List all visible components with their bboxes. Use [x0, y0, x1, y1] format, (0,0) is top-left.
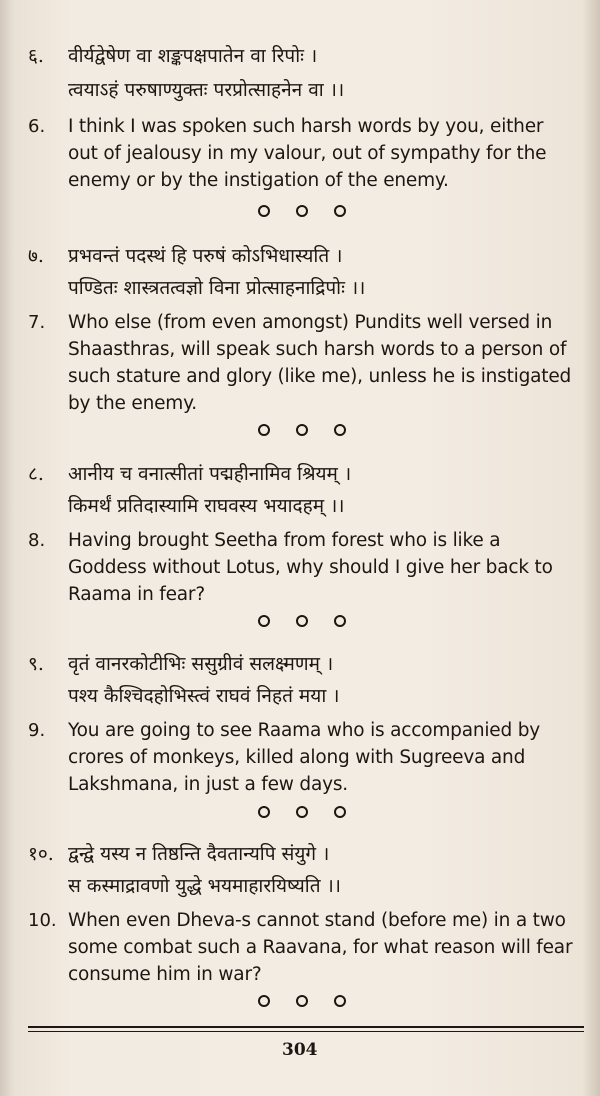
circle-icon: [296, 615, 308, 627]
circle-icon: [258, 995, 270, 1007]
circle-icon: [334, 205, 346, 217]
english-line: by the enemy.: [68, 393, 197, 414]
circle-icon: [258, 424, 270, 436]
sanskrit-verse-number: ७.: [28, 245, 44, 267]
circle-icon: [258, 615, 270, 627]
english-line: crores of monkeys, killed along with Sugreeva and: [68, 747, 526, 768]
english-line: such stature and glory (like me), unless he is instigated: [68, 366, 572, 387]
english-line: When even Dheva-s cannot stand (before me) in a two: [68, 910, 566, 931]
circle-icon: [334, 424, 346, 436]
circle-icon: [296, 806, 308, 818]
separator-circles: [258, 205, 346, 217]
separator-circles: [258, 806, 346, 818]
sanskrit-verse-number: ८.: [28, 463, 44, 485]
english-line: Lakshmana, in just a few days.: [68, 774, 348, 795]
separator-circles: [258, 615, 346, 627]
circle-icon: [334, 995, 346, 1007]
english-line: Shaasthras, will speak such harsh words to a person of: [68, 339, 567, 360]
sanskrit-line: वृतं वानरकोटीभिः ससुग्रीवं सलक्ष्मणम् ।: [68, 653, 334, 675]
sanskrit-line: पश्य कैश्चिदहोभिस्त्वं राघवं निहतं मया ।: [68, 685, 340, 707]
sanskrit-line: किमर्थं प्रतिदास्यामि राघवस्य भयादहम् ।।: [68, 495, 345, 517]
english-verse-number: 7.: [28, 312, 46, 333]
sanskrit-verse-number: ६.: [28, 45, 44, 67]
separator-circles: [258, 995, 346, 1007]
sanskrit-line: पण्डितः शास्त्रतत्वज्ञो विना प्रोत्साहनाद्रिपोः ।।: [68, 277, 366, 299]
english-line: enemy or by the instigation of the enemy.: [68, 170, 449, 191]
english-line: consume him in war?: [68, 964, 262, 985]
english-line: Goddess without Lotus, why should I give her back to: [68, 557, 553, 578]
english-line: Who else (from even amongst) Pundits well versed in: [68, 312, 553, 333]
separator-circles: [258, 424, 346, 436]
english-verse-number: 9.: [28, 720, 46, 741]
footer-rule-thick: [28, 1026, 584, 1028]
circle-icon: [334, 615, 346, 627]
circle-icon: [258, 205, 270, 217]
english-verse-number: 6.: [28, 116, 46, 137]
english-line: You are going to see Raama who is accompanied by: [68, 720, 540, 741]
english-verse-number: 8.: [28, 530, 46, 551]
page-number: 304: [282, 1040, 318, 1060]
circle-icon: [296, 424, 308, 436]
sanskrit-line: प्रभवन्तं पदस्थं हि परुषं कोऽभिधास्यति ।: [68, 245, 343, 267]
sanskrit-line: स कस्माद्रावणो युद्धे भयमाहारयिष्यति ।।: [68, 875, 342, 897]
circle-icon: [334, 806, 346, 818]
circle-icon: [258, 806, 270, 818]
english-line: out of jealousy in my valour, out of sympathy for the: [68, 143, 547, 164]
sanskrit-verse-number: ९.: [28, 653, 44, 675]
sanskrit-line: त्वयाऽहं परुषाण्युक्तः परप्रोत्साहनेन वा ।।: [68, 79, 345, 101]
sanskrit-verse-number: १०.: [28, 843, 54, 865]
english-line: Raama in fear?: [68, 584, 205, 605]
sanskrit-line: आनीय च वनात्सीतां पद्महीनामिव श्रियम् ।: [68, 463, 352, 485]
english-line: Having brought Seetha from forest who is like a: [68, 530, 501, 551]
sanskrit-line: वीर्यद्वेषेण वा शङ्कपक्षपातेन वा रिपोः ।: [68, 45, 318, 67]
circle-icon: [296, 995, 308, 1007]
english-line: some combat such a Raavana, for what reason will fear: [68, 937, 573, 958]
circle-icon: [296, 205, 308, 217]
sanskrit-line: द्वन्द्वे यस्य न तिष्ठन्ति दैवतान्यपि संयुगे ।: [68, 843, 330, 865]
footer-rule-thin: [28, 1031, 584, 1032]
english-verse-number: 10.: [28, 910, 57, 931]
english-line: I think I was spoken such harsh words by you, either: [68, 116, 544, 137]
